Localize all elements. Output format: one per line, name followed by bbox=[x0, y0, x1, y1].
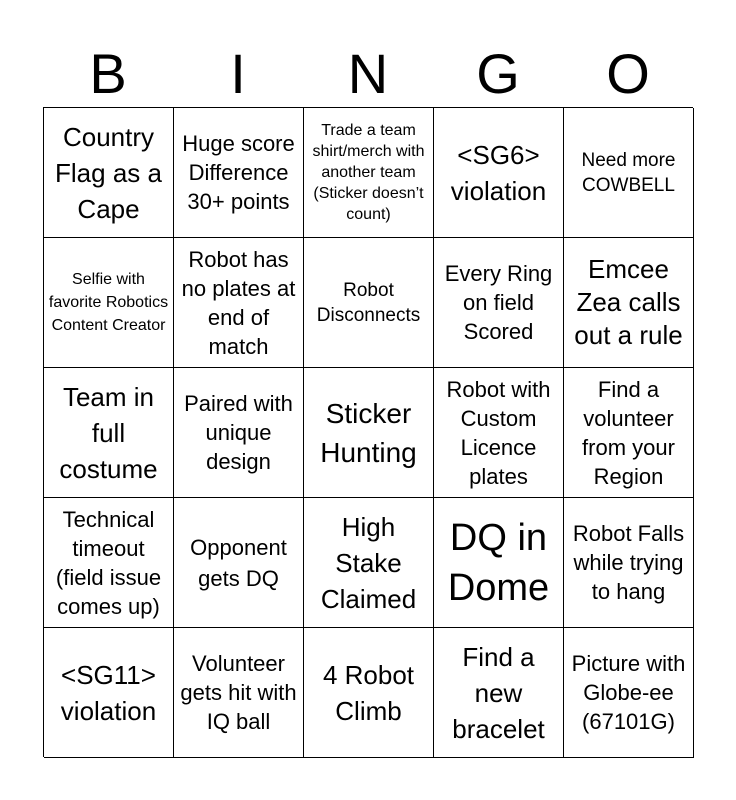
cell-text: <SG11> violation bbox=[60, 659, 157, 726]
cell-text: High Stake Claimed bbox=[320, 511, 417, 614]
bingo-cell[interactable] bbox=[44, 238, 174, 368]
bingo-cell[interactable] bbox=[434, 498, 564, 628]
bingo-cell[interactable] bbox=[564, 628, 694, 758]
cell-text: Selfie with favorite Robotics Content Creator bbox=[48, 271, 169, 334]
cell-text: Volunteer gets hit with IQ ball bbox=[180, 651, 297, 734]
header-letter-g: G bbox=[476, 42, 520, 105]
bingo-cell[interactable] bbox=[174, 628, 304, 758]
cell-text: Robot with Custom Licence plates bbox=[446, 376, 551, 489]
bingo-cell[interactable] bbox=[174, 368, 304, 498]
bingo-cell[interactable] bbox=[44, 108, 174, 238]
cell-text: Paired with unique design bbox=[184, 391, 293, 474]
bingo-cell[interactable] bbox=[174, 108, 304, 238]
bingo-cell[interactable] bbox=[304, 498, 434, 628]
cell-text: Sticker Hunting bbox=[320, 397, 417, 468]
bingo-cell[interactable] bbox=[304, 238, 434, 368]
bingo-cell[interactable] bbox=[174, 498, 304, 628]
header-letter-i: I bbox=[230, 42, 246, 105]
header-letter-b: B bbox=[89, 42, 127, 105]
cell-text: Emcee Zea calls out a rule bbox=[574, 254, 683, 350]
header-letter-o: O bbox=[606, 42, 650, 105]
bingo-header bbox=[43, 38, 693, 110]
bingo-cell[interactable] bbox=[564, 368, 694, 498]
header-letter-n: N bbox=[347, 42, 389, 105]
bingo-cell[interactable] bbox=[564, 108, 694, 238]
cell-text: Find a volunteer from your Region bbox=[582, 376, 675, 489]
cell-text: Robot has no plates at end of match bbox=[181, 246, 296, 359]
bingo-cell[interactable] bbox=[434, 108, 564, 238]
bingo-cell[interactable] bbox=[304, 628, 434, 758]
bingo-cell[interactable] bbox=[174, 238, 304, 368]
bingo-cell[interactable] bbox=[434, 368, 564, 498]
bingo-cell[interactable] bbox=[564, 498, 694, 628]
bingo-cell[interactable] bbox=[564, 238, 694, 368]
cell-text: <SG6> violation bbox=[450, 139, 547, 206]
bingo-cell[interactable] bbox=[434, 628, 564, 758]
cell-text: Find a new bracelet bbox=[452, 641, 545, 744]
bingo-cell[interactable] bbox=[304, 108, 434, 238]
bingo-cell[interactable] bbox=[434, 238, 564, 368]
cell-text: Need more COWBELL bbox=[581, 149, 676, 196]
cell-text: Trade a team shirt/merch with another team (Sticker doesn’t count) bbox=[312, 122, 425, 223]
cell-text: Robot Falls while trying to hang bbox=[572, 521, 685, 604]
cell-text: DQ in Dome bbox=[447, 516, 550, 609]
bingo-cell[interactable] bbox=[44, 368, 174, 498]
cell-text: 4 Robot Climb bbox=[322, 659, 415, 726]
bingo-cell[interactable] bbox=[44, 628, 174, 758]
cell-text: Every Ring on field Scored bbox=[444, 261, 553, 344]
bingo-card-grid bbox=[43, 107, 693, 757]
cell-text: Team in full costume bbox=[59, 381, 158, 484]
cell-text: Technical timeout (field issue comes up) bbox=[55, 506, 162, 619]
cell-text: Huge score Difference 30+ points bbox=[182, 131, 295, 214]
cell-text: Picture with Globe-ee (67101G) bbox=[571, 651, 686, 734]
bingo-cell[interactable] bbox=[304, 368, 434, 498]
cell-text: Opponent gets DQ bbox=[190, 534, 287, 591]
bingo-cell[interactable] bbox=[44, 498, 174, 628]
cell-text: Robot Disconnects bbox=[316, 279, 421, 326]
cell-text: Country Flag as a Cape bbox=[55, 121, 162, 224]
